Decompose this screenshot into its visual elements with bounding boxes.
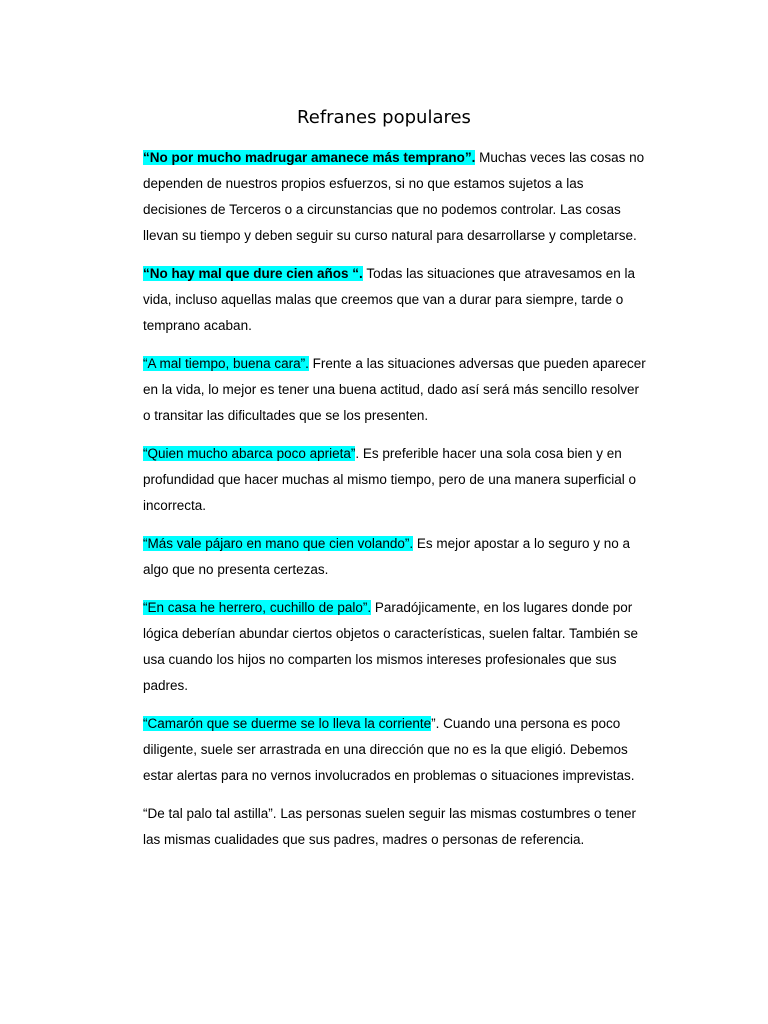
paragraph-text: Paradójicamente, en los lugares donde por lógica deberían abundar ciertos objetos o características, suelen faltar. También se usa cuando los hijos no comparten los mismos intereses profesionales que sus padres.	[143, 600, 639, 693]
paragraph-2	[143, 261, 648, 339]
document-body	[143, 145, 648, 865]
highlighted-proverb: “A mal tiempo, buena cara”.	[143, 356, 309, 371]
paragraph-6	[143, 595, 648, 699]
paragraph-1	[143, 145, 648, 249]
paragraph-8	[143, 801, 648, 853]
paragraph-text: . Es preferible hacer una sola cosa bien y en profundidad que hacer muchas al mismo tiempo, pero de una manera superficial o incorrecta.	[143, 446, 637, 513]
highlighted-proverb: “En casa he herrero, cuchillo de palo”.	[143, 600, 372, 615]
proverb: “De tal palo tal astilla”.	[143, 806, 277, 821]
page-title: Refranes populares	[297, 107, 471, 128]
paragraph-5	[143, 531, 648, 583]
paragraph-text: Todas las situaciones que atravesamos en la vida, incluso aquellas malas que creemos que van a durar para siempre, tarde o temprano acaban.	[143, 266, 635, 333]
highlighted-proverb: “Más vale pájaro en mano que cien volando”.	[143, 536, 414, 551]
highlighted-proverb: “Quien mucho abarca poco aprieta”	[143, 446, 356, 461]
paragraph-text: Es mejor apostar a lo seguro y no a algo que no presenta certezas.	[143, 536, 631, 577]
paragraph-text: ”. Cuando una persona es poco diligente, suele ser arrastrada en una dirección que no es la que eligió. Debemos estar alertas para no vernos involucrados en problemas o situaciones imprevistas.	[143, 716, 635, 783]
highlighted-proverb: “No hay mal que dure cien años “.	[143, 266, 363, 281]
paragraph-4	[143, 441, 648, 519]
highlighted-proverb: “No por mucho madrugar amanece más temprano”.	[143, 150, 476, 165]
paragraph-text: Frente a las situaciones adversas que pueden aparecer en la vida, lo mejor es tener una buena actitud, dado así será más sencillo resolver o transitar las dificultades que se los presenten.	[143, 356, 646, 423]
paragraph-text: Las personas suelen seguir las mismas costumbres o tener las mismas cualidades que sus padres, madres o personas de referencia.	[143, 806, 636, 847]
paragraph-7	[143, 711, 648, 789]
paragraph-text: Muchas veces las cosas no dependen de nuestros propios esfuerzos, si no que estamos sujetos a las decisiones de Terceros o a circunstancias que no podemos controlar. Las cosas llevan su tiempo y deben seguir su curso natural para desarrollarse y completarse.	[143, 150, 645, 243]
highlighted-proverb: “Camarón que se duerme se lo lleva la corriente	[143, 716, 432, 731]
paragraph-3	[143, 351, 648, 429]
